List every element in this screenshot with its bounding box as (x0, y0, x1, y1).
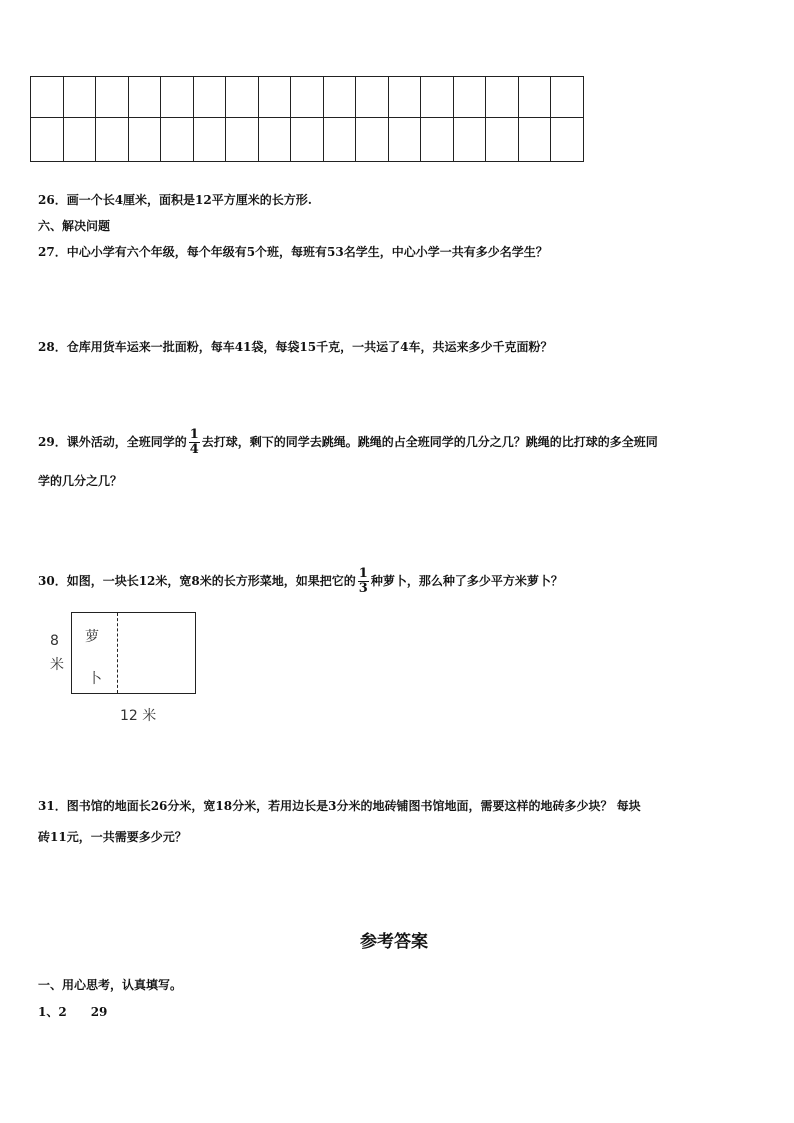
grid-row (31, 118, 584, 162)
grid-cell (421, 118, 454, 162)
grid-cell (31, 118, 64, 162)
section-heading-solve: 六、解决问题 (38, 219, 111, 233)
question-30-before: 30．如图，一块长12米，宽8米的长方形菜地，如果把它的 (38, 574, 356, 588)
grid-cell (258, 77, 291, 118)
answer-section-1: 一、用心思考，认真填写。 (38, 978, 183, 992)
fraction-one-third (358, 567, 369, 596)
answer-1: 1、2 29 (38, 1005, 108, 1019)
grid-cell (161, 118, 194, 162)
grid-cell (551, 118, 584, 162)
question-31-line2: 砖11元，一共需要多少元？ (38, 830, 187, 844)
grid-cell (96, 118, 129, 162)
grid-cell (128, 77, 161, 118)
grid-cell (193, 118, 226, 162)
question-26: 26．画一个长4厘米，面积是12平方厘米的长方形. (38, 193, 312, 207)
grid-cell (323, 118, 356, 162)
fraction-numerator: 1 (358, 566, 368, 581)
grid-cell (388, 118, 421, 162)
question-29-after: 去打球，剩下的同学去跳绳。跳绳的占全班同学的几分之几？跳绳的比打球的多全班同 (201, 435, 658, 449)
question-30-after: 种萝卜，那么种了多少平方米萝卜？ (370, 574, 563, 588)
grid-cell (258, 118, 291, 162)
grid-cell (356, 118, 389, 162)
radish-label-bottom: 卜 (88, 671, 102, 687)
grid-cell (421, 77, 454, 118)
grid-cell (486, 77, 519, 118)
dashed-divider (117, 613, 118, 693)
radish-label-top: 萝 (85, 629, 99, 645)
grid-cell (31, 77, 64, 118)
grid-cell (453, 118, 486, 162)
grid-cell (291, 118, 324, 162)
grid-cell (518, 118, 551, 162)
fraction-denominator: 3 (358, 581, 368, 596)
grid-cell (388, 77, 421, 118)
grid-cell (63, 77, 96, 118)
fraction-one-quarter (189, 428, 200, 457)
grid-cell (291, 77, 324, 118)
writing-grid (30, 76, 584, 162)
question-29 (38, 428, 658, 457)
grid-cell (96, 77, 129, 118)
grid-cell (226, 77, 259, 118)
answer-title: 参考答案 (360, 932, 428, 952)
width-unit: 米 (50, 657, 64, 673)
grid-cell (356, 77, 389, 118)
question-30 (38, 567, 563, 596)
grid-cell (453, 77, 486, 118)
grid-cell (518, 77, 551, 118)
grid-cell (128, 118, 161, 162)
question-29-before: 29．课外活动，全班同学的 (38, 435, 187, 449)
grid-cell (486, 118, 519, 162)
fraction-denominator: 4 (189, 442, 199, 457)
grid-cell (161, 77, 194, 118)
fraction-numerator: 1 (189, 427, 199, 442)
grid-cell (323, 77, 356, 118)
length-label: 12 米 (120, 708, 157, 724)
question-31-line1: 31．图书馆的地面长26分米，宽18分米，若用边长是3分米的地砖铺图书馆地面，需要这样的地砖多少块？ 每块 (38, 799, 641, 813)
grid-cell (551, 77, 584, 118)
grid-row (31, 77, 584, 118)
question-29-line2: 学的几分之几？ (38, 474, 123, 488)
question-27: 27．中心小学有六个年级，每个年级有5个班，每班有53名学生，中心小学一共有多少名学生？ (38, 245, 548, 259)
grid-cell (226, 118, 259, 162)
grid-cell (63, 118, 96, 162)
question-28: 28．仓库用货车运来一批面粉，每车41袋，每袋15千克，一共运了4车，共运来多少千克面粉？ (38, 340, 553, 354)
grid-cell (193, 77, 226, 118)
width-number: 8 (50, 633, 59, 649)
